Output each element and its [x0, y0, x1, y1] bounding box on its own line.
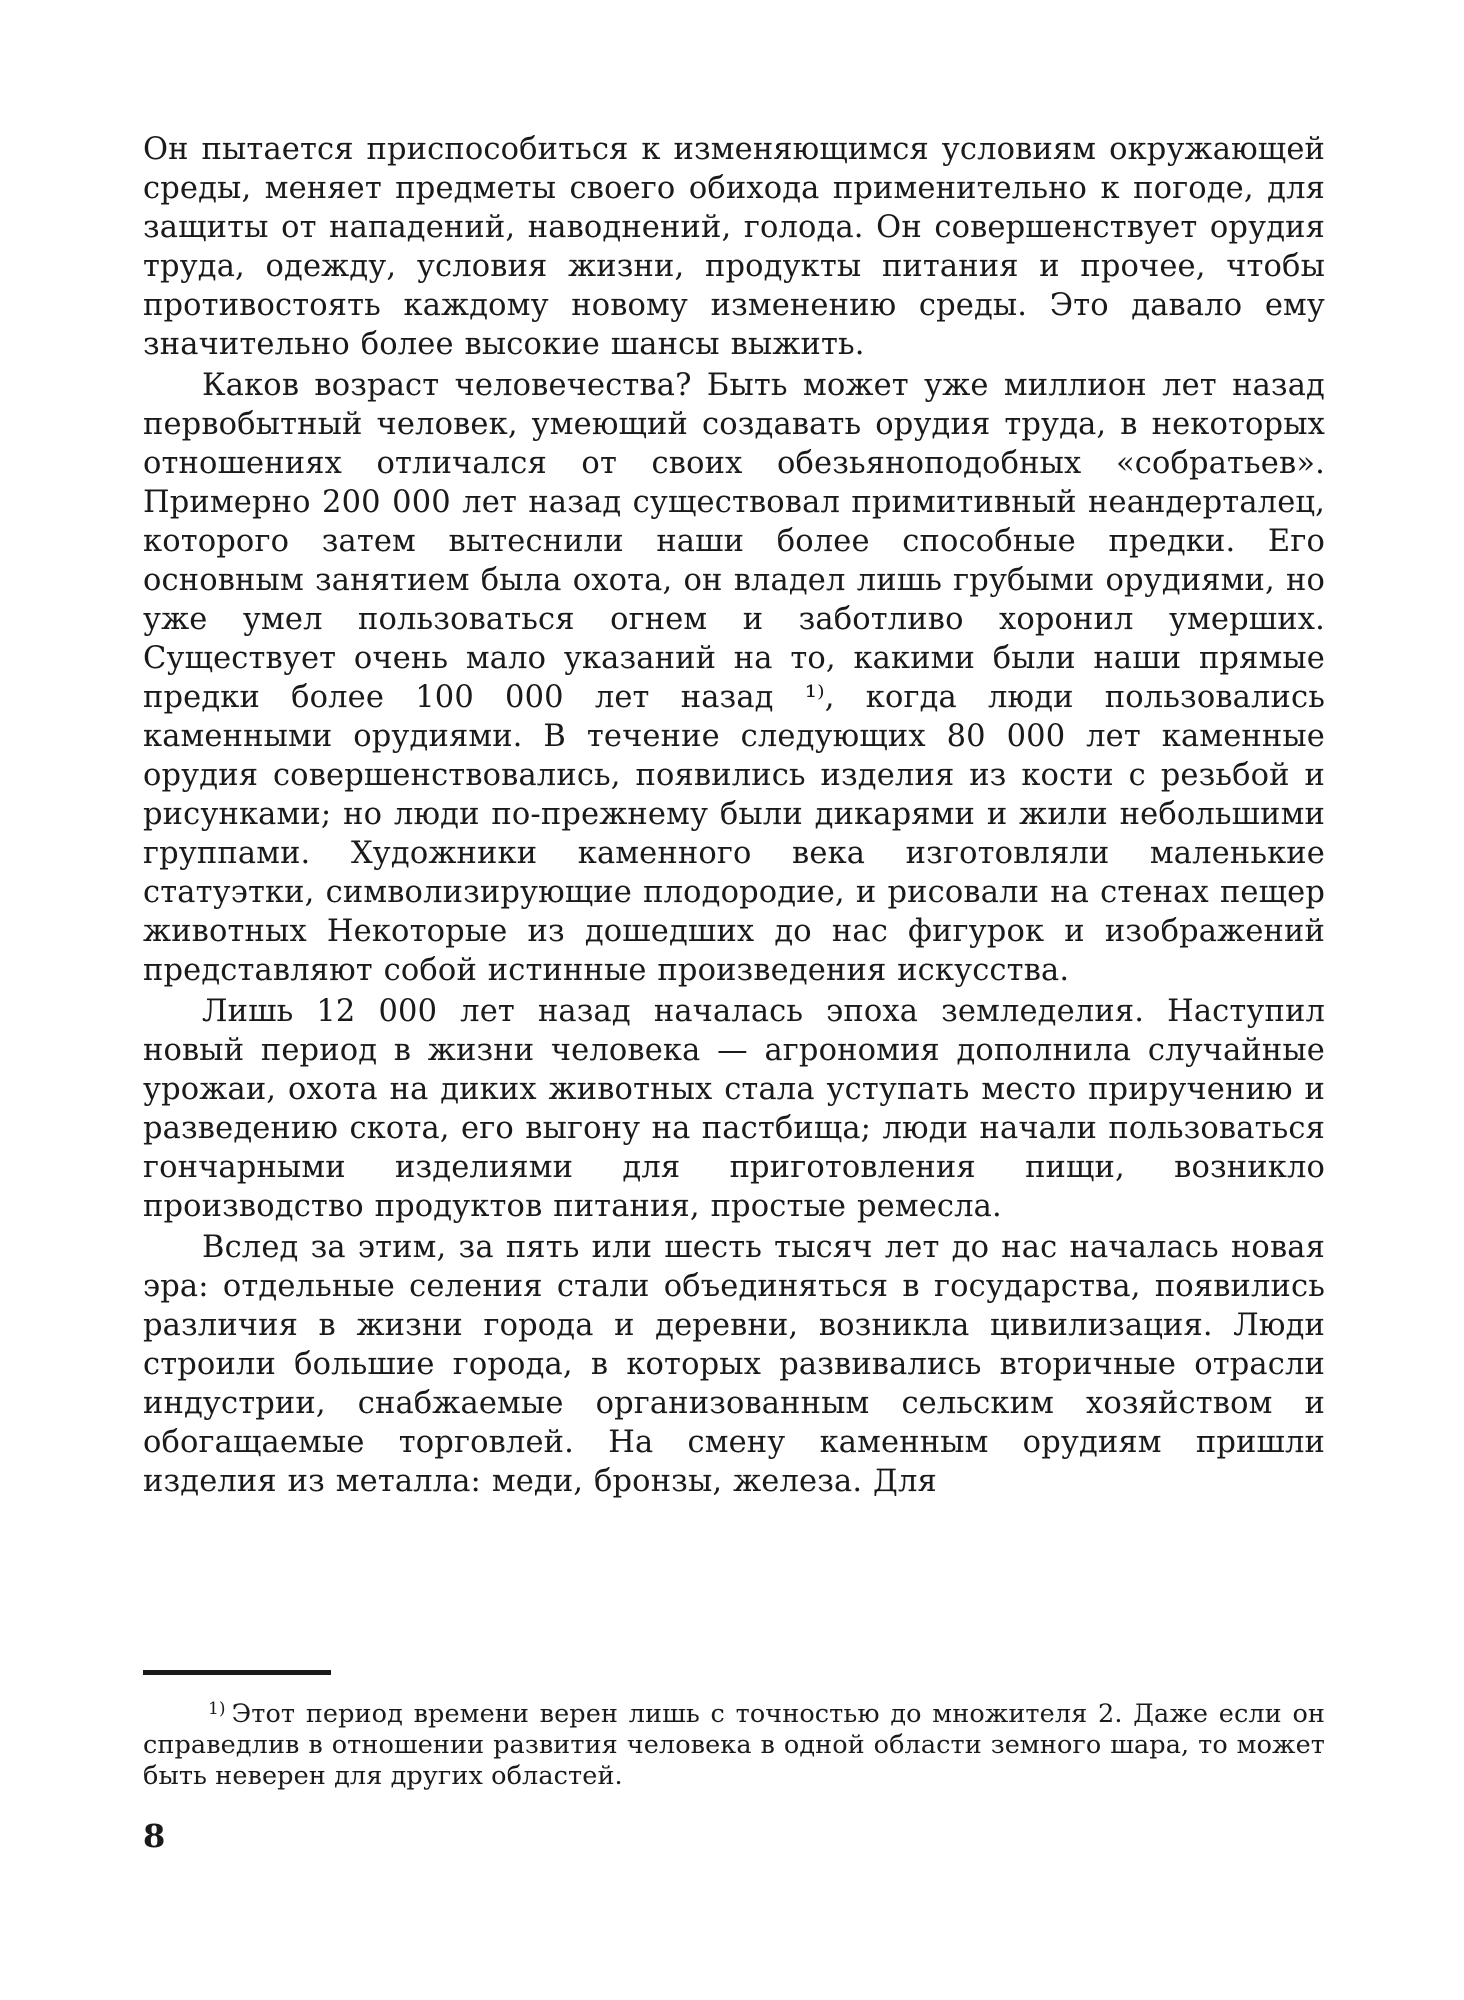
paragraph-1: Он пытается приспособиться к изменяющимся условиям окружающей среды, меняет предметы своего обихода применительно к погоде, для защиты от нападений, наводнений, голода. Он совершенствует орудия труда, одежду, условия жизни, продукты питания и прочее, чтобы противостоять каждому новому изменению среды. Это давало ему значительно более высокие шансы выжить.	[143, 132, 1325, 362]
paragraph-4: Вслед за этим, за пять или шесть тысяч лет до нас началась новая эра: отдельные селения стали объединяться в государства, появились различия в жизни города и деревни, возникла цивилизация. Люди строили большие города, в которых развивались вторичные отрасли индустрии, снабжаемые организованным сельским хозяйством и обогащаемые торговлей. На смену каменным орудиям пришли изделия из металла: меди, бронзы, железа. Для	[143, 1230, 1325, 1499]
footnote-paragraph	[143, 1694, 1325, 1792]
footnote-text: Этот период времени верен лишь с точностью до множителя 2. Даже если он справедлив в отношении развития человека в одной области земного шара, то может быть неверен для других областей.	[143, 1699, 1325, 1791]
footnote-marker: 1)	[208, 1699, 226, 1719]
page-number: 8	[143, 1817, 166, 1855]
paragraph-2: Каков возраст человечества? Быть может уже миллион лет назад первобытный человек, умеющий создавать орудия труда, в некоторых отношениях отличался от своих обезьяноподобных «собратьев». Примерно 200 000 лет назад существовал примитивный неандерталец, которого затем вытеснили наши более способные предки. Его основным занятием была охота, он владел лишь грубыми орудиями, но уже умел пользоваться огнем и заботливо хоронил умерших. Существует очень мало указаний на то, какими были наши прямые предки более 100 000 лет назад ¹⁾, когда люди пользовались каменными орудиями. В течение следующих 80 000 лет каменные орудия совершенствовались, появились изделия из кости с резьбой и рисунками; но люди по-прежнему были дикарями и жили небольшими группами. Художники каменного века изготовляли маленькие статуэтки, символизирующие плодородие, и рисовали на стенах пещер животных Некоторые из дошедших до нас фигурок и изображений представляют собой истинные произведения искусства.	[143, 368, 1325, 988]
footnote	[143, 1694, 1325, 1792]
footnote-divider	[143, 1670, 331, 1675]
main-text	[143, 130, 1325, 1501]
paragraph-3: Лишь 12 000 лет назад началась эпоха земледелия. Наступил новый период в жизни человека — агрономия дополнила случайные урожаи, охота на диких животных стала уступать место приручению и разведению скота, его выгону на пастбища; люди начали пользоваться гончарными изделиями для приготовления пищи, возникло производство продуктов питания, простые ремесла.	[143, 994, 1325, 1224]
